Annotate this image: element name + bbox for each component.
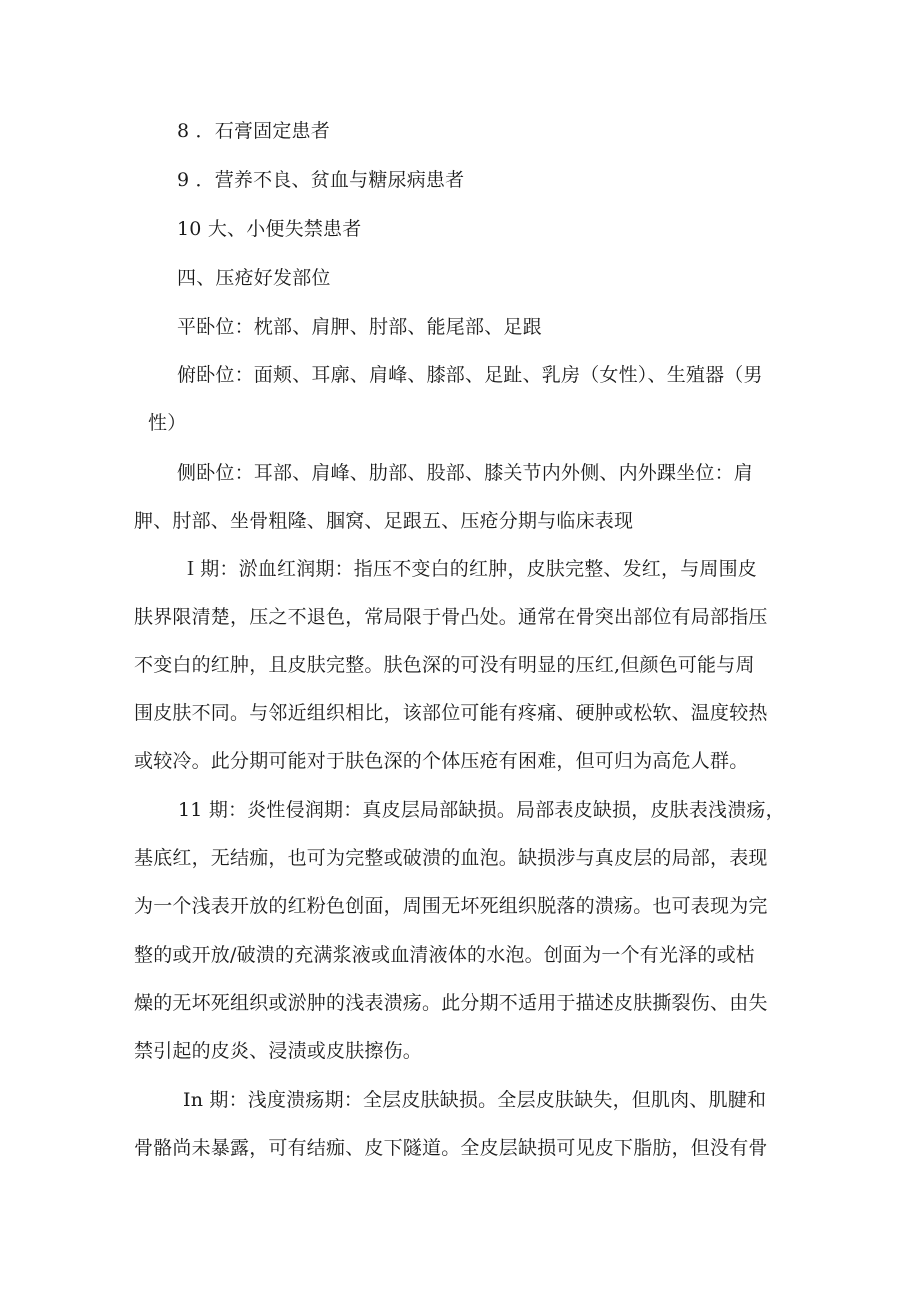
lateral-sites-line-2: 胛、肘部、坐骨粗隆、腘窝、足跟五、压疮分期与临床表现 [134, 510, 634, 532]
prone-sites-line-2: 性） [148, 412, 187, 434]
stage2-line-1: 11 期：炎性侵润期：真皮层局部缺损。局部表皮缺损，皮肤表浅溃疡， [178, 799, 785, 821]
stage3-line-2: 骨骼尚未暴露，可有结痂、皮下隧道。全皮层缺损可见皮下脂肪，但没有骨 [134, 1137, 768, 1159]
stage3-line-1: In 期：浅度溃疡期：全层皮肤缺损。全层皮肤缺失，但肌肉、肌腱和 [183, 1089, 767, 1111]
list-item-9: 9 ．营养不良、贫血与糖尿病患者 [177, 169, 465, 191]
section-heading-sites: 四、压疮好发部位 [177, 267, 331, 289]
stage1-line-1: Ｉ期：淤血红润期：指压不变白的红肿，皮肤完整、发红，与周围皮 [181, 558, 758, 580]
stage2-line-5: 燥的无坏死组织或淤肿的浅表溃疡。此分期不适用于描述皮肤撕裂伤、由失 [134, 992, 768, 1014]
prone-sites-line-1: 俯卧位：面颊、耳廓、肩峰、膝部、足趾、乳房（女性）、生殖器（男 [177, 364, 763, 386]
lateral-sites-line-1: 侧卧位：耳部、肩峰、肋部、股部、膝关节内外侧、内外踝坐位：肩 [177, 462, 754, 484]
stage2-line-4: 整的或开放/破溃的充满浆液或血清液体的水泡。创面为一个有光泽的或枯 [134, 944, 756, 966]
stage1-line-2: 肤界限清楚，压之不退色，常局限于骨凸处。通常在骨突出部位有局部指压 [134, 606, 768, 628]
stage2-line-6: 禁引起的皮炎、浸渍或皮肤擦伤。 [134, 1040, 423, 1062]
stage1-line-5: 或较冷。此分期可能对于肤色深的个体压疮有困难，但可归为高危人群。 [134, 750, 749, 772]
list-item-8: 8 ．石膏固定患者 [177, 120, 330, 142]
stage2-line-2: 基底红，无结痂，也可为完整或破溃的血泡。缺损涉与真皮层的局部，表现 [134, 847, 768, 869]
list-item-10: 10 大、小便失禁患者 [177, 218, 362, 240]
supine-sites: 平卧位：枕部、肩胛、肘部、能尾部、足跟 [177, 316, 542, 338]
stage2-line-3: 为一个浅表开放的红粉色创面，周围无坏死组织脱落的溃疡。也可表现为完 [134, 895, 768, 917]
stage1-line-3: 不变白的红肿，且皮肤完整。肤色深的可没有明显的压红,但颜色可能与周 [134, 654, 755, 676]
stage1-line-4: 围皮肤不同。与邻近组织相比，该部位可能有疼痛、硬肿或松软、温度较热 [134, 702, 768, 724]
